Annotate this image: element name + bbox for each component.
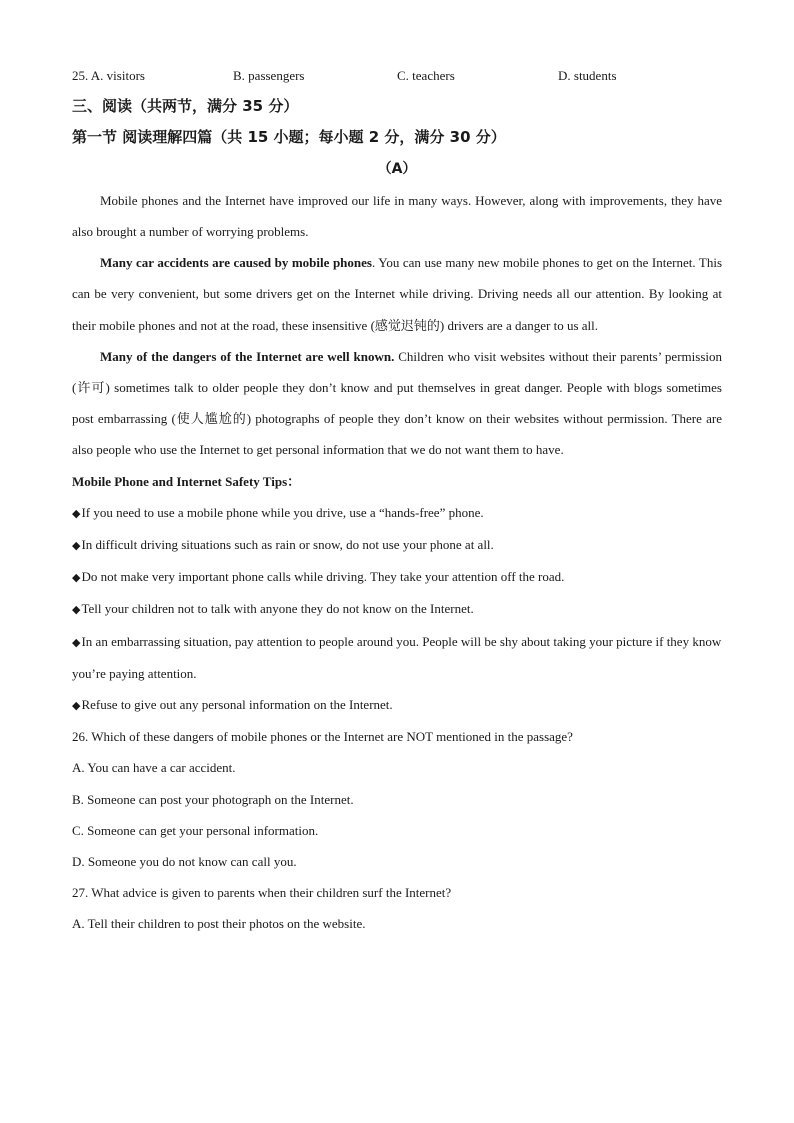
tips-title: Mobile Phone and Internet Safety Tips：	[72, 473, 301, 489]
paragraph-3-lead: Many of the dangers of the Internet are well known.	[100, 348, 395, 364]
q25-option-c: C. teachers	[397, 68, 455, 83]
q25-option-a: 25. A. visitors	[72, 68, 145, 83]
diamond-bullet-icon: ◆	[72, 571, 81, 585]
tip-item	[72, 561, 722, 593]
q27-stem: 27. What advice is given to parents when their children surf the Internet?	[72, 885, 452, 901]
paragraph-3	[72, 341, 722, 466]
diamond-bullet-icon: ◆	[72, 698, 81, 712]
tip-text: If you need to use a mobile phone while you drive, use a “hands-free” phone.	[81, 504, 484, 520]
paragraph-1: Mobile phones and the Internet have improved our life in many ways. However, along with improvements, they have also brought a number of worrying problems.	[72, 192, 722, 239]
q26-option-c: C. Someone can get your personal information.	[72, 822, 319, 838]
tip-item	[72, 529, 722, 561]
tip-item	[72, 497, 722, 529]
paragraph-2	[72, 247, 722, 341]
q26-stem: 26. Which of these dangers of mobile phones or the Internet are NOT mentioned in the passage?	[72, 729, 573, 745]
diamond-bullet-icon: ◆	[72, 538, 81, 552]
tip-text: Tell your children not to talk with anyone they do not know on the Internet.	[81, 601, 474, 617]
diamond-bullet-icon: ◆	[72, 603, 81, 617]
passage-label: （A）	[377, 160, 417, 177]
diamond-bullet-icon: ◆	[72, 635, 81, 649]
q25-option-d: D. students	[558, 68, 617, 83]
q26-option-b: B. Someone can post your photograph on the Internet.	[72, 791, 354, 807]
paragraph-2-body: . You can use many new mobile phones to get on the Internet. This can be very convenient, but some drivers get on the Internet while driving. Driving needs all our attention. By looking at their mobile phones and not at the road, these insensitive (感觉迟钝的) drivers are a danger to us all.	[72, 255, 722, 333]
tip-text: Do not make very important phone calls while driving. They take your attention off the road.	[81, 569, 565, 585]
q25-options	[72, 60, 722, 91]
part-title: 第一节 阅读理解四篇（共 15 小题；每小题 2 分，满分 30 分）	[72, 128, 506, 147]
tip-text: Refuse to give out any personal information on the Internet.	[81, 696, 393, 712]
tip-item	[72, 689, 722, 721]
diamond-bullet-icon: ◆	[72, 506, 81, 520]
tip-item	[72, 626, 722, 689]
q27-option-a: A. Tell their children to post their photos on the website.	[72, 916, 366, 932]
q26-option-d: D. Someone you do not know can call you.	[72, 853, 297, 869]
q26-option-a: A. You can have a car accident.	[72, 760, 236, 776]
q25-option-b: B. passengers	[233, 68, 305, 83]
paragraph-3-body: Children who visit websites without their parents’ permission (许可) sometimes talk to older people they don’t know and put themselves in great danger. People with blogs sometimes post embarrassing (使人尴尬的) photographs of people they don’t know on their websites without permission. There are also people who use the Internet to get personal information that we do not want them to have.	[72, 348, 722, 458]
tip-text: In difficult driving situations such as rain or snow, do not use your phone at all.	[81, 536, 494, 552]
section-title: 三、阅读（共两节，满分 35 分）	[72, 97, 299, 116]
paragraph-2-lead: Many car accidents are caused by mobile phones	[100, 255, 372, 271]
tip-text: In an embarrassing situation, pay attention to people around you. People will be shy about taking your picture if they know you’re paying attention.	[72, 633, 722, 681]
tip-item	[72, 593, 722, 625]
document-page	[72, 60, 722, 940]
